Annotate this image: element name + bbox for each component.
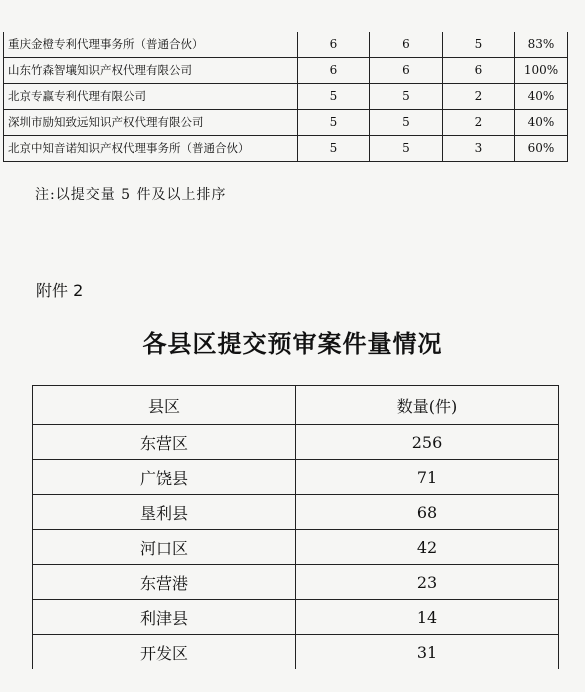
county-name: 开发区: [33, 635, 296, 670]
cell-rate: 60%: [515, 136, 568, 162]
cell-value: 5: [443, 32, 515, 58]
cell-value: 6: [370, 58, 443, 84]
cell-value: 5: [298, 110, 370, 136]
cell-value: 6: [298, 32, 370, 58]
agency-name: 深圳市励知致远知识产权代理有限公司: [4, 110, 298, 136]
cell-value: 6: [370, 32, 443, 58]
county-count: 71: [296, 460, 559, 495]
county-name: 东营区: [33, 425, 296, 460]
cell-value: 3: [443, 136, 515, 162]
cell-value: 6: [443, 58, 515, 84]
cell-value: 5: [370, 84, 443, 110]
agency-name: 重庆金橙专利代理事务所（普通合伙）: [4, 32, 298, 58]
table-row: [4, 58, 568, 84]
county-count: 42: [296, 530, 559, 565]
county-count: 31: [296, 635, 559, 670]
county-name: 河口区: [33, 530, 296, 565]
table-row: [4, 84, 568, 110]
cell-value: 6: [298, 58, 370, 84]
table-row: [4, 32, 568, 58]
table-row: [33, 495, 559, 530]
cell-value: 2: [443, 84, 515, 110]
cell-rate: 40%: [515, 84, 568, 110]
table-note: 注:以提交量 5 件及以上排序: [35, 187, 227, 203]
cell-rate: 40%: [515, 110, 568, 136]
cell-value: 5: [298, 84, 370, 110]
table-row: [4, 110, 568, 136]
column-header-county: 县区: [33, 386, 296, 425]
county-name: 广饶县: [33, 460, 296, 495]
county-count: 256: [296, 425, 559, 460]
table-row: [33, 600, 559, 635]
agency-name: 山东竹森智壤知识产权代理有限公司: [4, 58, 298, 84]
agency-name: 北京专赢专利代理有限公司: [4, 84, 298, 110]
cell-value: 5: [298, 136, 370, 162]
table-header-row: [33, 386, 559, 425]
cell-value: 5: [370, 110, 443, 136]
annex-label: 附件 2: [36, 281, 84, 300]
table-row: [33, 635, 559, 670]
county-count: 14: [296, 600, 559, 635]
cell-value: 2: [443, 110, 515, 136]
table-row: [33, 530, 559, 565]
agency-table: [3, 32, 568, 162]
county-table: [32, 385, 559, 669]
table-row: [4, 136, 568, 162]
cell-value: 5: [370, 136, 443, 162]
county-count: 68: [296, 495, 559, 530]
county-name: 东营港: [33, 565, 296, 600]
page-title: 各县区提交预审案件量情况: [142, 329, 443, 358]
cell-rate: 83%: [515, 32, 568, 58]
table-row: [33, 425, 559, 460]
cell-rate: 100%: [515, 58, 568, 84]
table-row: [33, 565, 559, 600]
county-name: 利津县: [33, 600, 296, 635]
county-count: 23: [296, 565, 559, 600]
agency-name: 北京中知音诺知识产权代理事务所（普通合伙）: [4, 136, 298, 162]
column-header-count: 数量(件): [296, 386, 559, 425]
county-name: 垦利县: [33, 495, 296, 530]
table-row: [33, 460, 559, 495]
